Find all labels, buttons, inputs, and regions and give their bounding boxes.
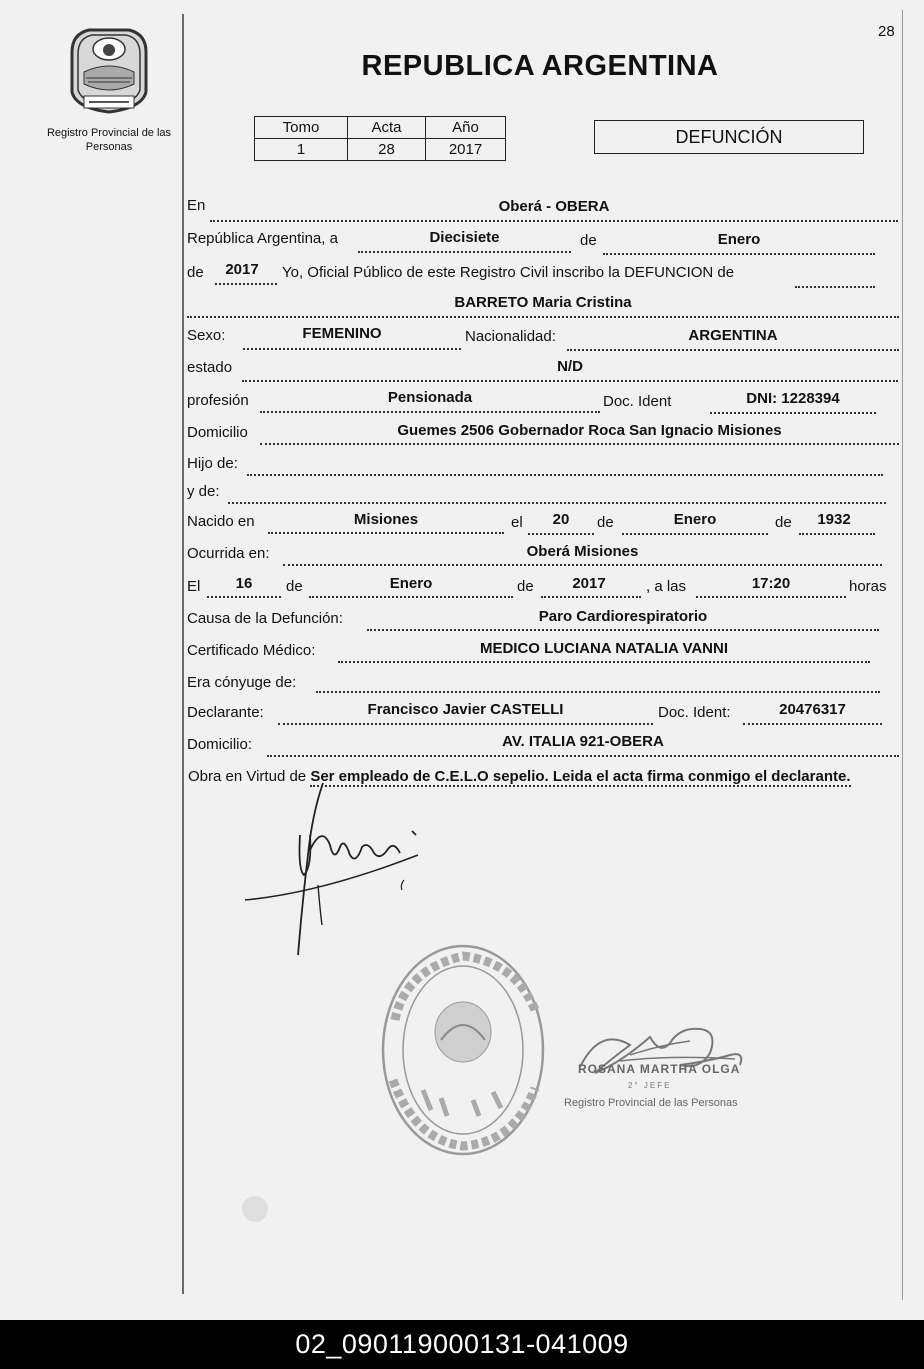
- death-time-value: 17:20: [751, 575, 791, 592]
- doc2-label: Doc. Ident:: [658, 704, 731, 721]
- en-value: Oberá - OBERA: [498, 198, 610, 215]
- horas-label: horas: [849, 578, 887, 595]
- record-table: [254, 116, 506, 161]
- ocurrida-label: Ocurrida en:: [187, 545, 270, 562]
- certificado-label: Certificado Médico:: [187, 642, 316, 659]
- year-value: 2017: [225, 261, 259, 278]
- el-label: el: [511, 514, 523, 531]
- birth-month-value: Enero: [673, 511, 717, 528]
- en-label: En: [187, 197, 206, 214]
- doc-value: DNI: 1228394: [746, 390, 840, 407]
- domicilio2-value: AV. ITALIA 921-OBERA: [502, 733, 664, 750]
- death-year-value: 2017: [572, 575, 606, 592]
- nacionalidad-label: Nacionalidad:: [465, 328, 556, 345]
- sexo-label: Sexo:: [187, 327, 226, 344]
- death-day-value: 16: [235, 575, 253, 592]
- official-office: Registro Provincial de las Personas: [564, 1097, 738, 1109]
- conyuge-fill-line: [316, 673, 880, 693]
- day-value: Diecisiete: [429, 229, 500, 246]
- ocurrida-value: Oberá Misiones: [526, 543, 639, 560]
- domicilio-value: Guemes 2506 Gobernador Roca San Ignacio Misiones: [397, 422, 782, 439]
- footer-code: 02_090119000131-041009: [0, 1320, 924, 1369]
- alas-label: , a las: [646, 578, 687, 595]
- paper-smudge: [242, 1196, 268, 1222]
- causa-label: Causa de la Defunción:: [187, 610, 343, 627]
- de4-label: de: [775, 514, 792, 531]
- tomo-header: Tomo: [255, 117, 348, 139]
- issuer-label: Registro Provincial de las Personas: [46, 127, 172, 153]
- tomo-value: 1: [255, 139, 348, 161]
- yde-fill-line: [228, 484, 886, 504]
- doc-label: Doc. Ident: [603, 393, 672, 410]
- obra-value: Ser empleado de C.E.L.O sepelio. Leida el acta firma conmigo el declarante.: [310, 768, 851, 785]
- acta-header: Acta: [348, 117, 426, 139]
- certificado-value: MEDICO LUCIANA NATALIA VANNI: [479, 640, 729, 657]
- official-role: 2° JEFE: [628, 1081, 672, 1090]
- causa-value: Paro Cardiorespiratorio: [538, 608, 708, 625]
- doc2-value: 20476317: [779, 701, 846, 718]
- right-edge-line: [902, 10, 903, 1300]
- birth-year-value: 1932: [817, 511, 851, 528]
- de5-label: de: [286, 578, 303, 595]
- nacionalidad-value: ARGENTINA: [688, 327, 778, 344]
- birth-day-value: 20: [552, 511, 570, 528]
- de2-label: de: [187, 264, 204, 281]
- ano-value: 2017: [426, 139, 506, 161]
- declarante-value: Francisco Javier CASTELLI: [367, 701, 564, 718]
- domicilio2-label: Domicilio:: [187, 736, 253, 753]
- official-name: ROSANA MARTHA OLGA: [578, 1062, 741, 1076]
- nacido-label: Nacido en: [187, 513, 255, 530]
- republica-label: República Argentina, a: [187, 230, 338, 247]
- death-month-value: Enero: [389, 575, 433, 592]
- de3-label: de: [597, 514, 614, 531]
- de-label: de: [580, 232, 597, 249]
- obra-label: Obra en Virtud de: [188, 768, 307, 785]
- declarant-signature: [240, 775, 440, 960]
- sexo-value: FEMENINO: [302, 325, 382, 342]
- el2-label: El: [187, 578, 201, 595]
- profesion-label: profesión: [187, 392, 249, 409]
- yde-label: y de:: [187, 483, 220, 500]
- document-type-box: DEFUNCIÓN: [594, 120, 864, 154]
- hijo-label: Hijo de:: [187, 455, 238, 472]
- de6-label: de: [517, 578, 534, 595]
- page-number: 28: [878, 23, 895, 40]
- domicilio-label: Domicilio: [187, 424, 248, 441]
- statement-fill-line: [795, 268, 875, 288]
- ano-header: Año: [426, 117, 506, 139]
- hijo-fill-line: [247, 456, 883, 476]
- estado-label: estado: [187, 359, 233, 376]
- acta-value: 28: [348, 139, 426, 161]
- deceased-name: BARRETO Maria Cristina: [454, 294, 632, 311]
- margin-line: [182, 14, 184, 1294]
- statement-text: Yo, Oficial Público de este Registro Civil inscribo la DEFUNCION de: [282, 264, 735, 281]
- provincial-seal-logo: [64, 22, 154, 114]
- registry-stamp: [375, 940, 550, 1160]
- nacido-value: Misiones: [353, 511, 419, 528]
- country-title: REPUBLICA ARGENTINA: [361, 50, 719, 82]
- conyuge-label: Era cónyuge de:: [187, 674, 297, 691]
- estado-value: N/D: [557, 358, 583, 375]
- month-value: Enero: [717, 231, 761, 248]
- declarante-label: Declarante:: [187, 704, 264, 721]
- profesion-value: Pensionada: [387, 389, 473, 406]
